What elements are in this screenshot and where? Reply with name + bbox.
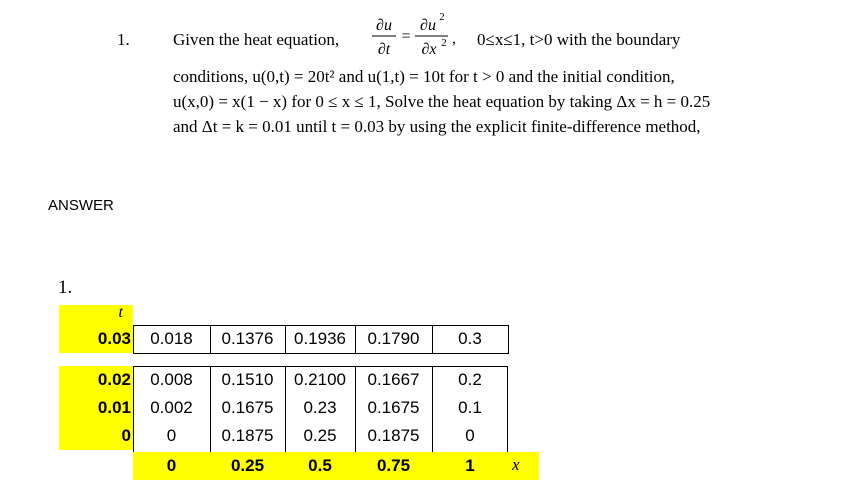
grid-line [432, 366, 433, 452]
table-cell: 0.1376 [221, 329, 274, 348]
t-value: 0 [121, 426, 131, 445]
grid-line [133, 325, 134, 354]
table-cell: 0.25 [303, 426, 337, 445]
table-cell: 0.3 [458, 329, 482, 348]
table-cell: 0.1510 [221, 370, 274, 389]
grid-line [210, 325, 211, 354]
problem-line-2: conditions, u(0,t) = 20t² and u(1,t) = 10t for t > 0 and the initial condition, [173, 67, 675, 86]
table-cell: 0.2100 [294, 370, 346, 389]
t-value: 0.03 [97, 329, 131, 348]
pde-du2-sup: 2 [439, 11, 445, 23]
x-value: 0.75 [376, 456, 411, 475]
pde-du2: ∂u [420, 17, 436, 34]
heat-equation-formula [370, 8, 472, 62]
table-cell: 0.1790 [367, 329, 420, 348]
problem-line-1-suffix: 0≤x≤1, t>0 with the boundary [477, 30, 681, 49]
table-cell: 0 [465, 426, 475, 445]
problem-line-4: and Δt = k = 0.01 until t = 0.03 by using the explicit finite-difference method, [173, 117, 701, 136]
grid-line [508, 325, 509, 354]
x-axis-label: x [512, 455, 520, 474]
grid-line [133, 366, 134, 452]
grid-line [355, 366, 356, 452]
table-cell: 0.1936 [294, 329, 346, 348]
table-cell: 0.2 [458, 370, 482, 389]
table-cell: 0.1667 [367, 370, 420, 389]
grid-line [285, 366, 286, 452]
table-cell: 0.1675 [221, 398, 274, 417]
grid-line [285, 325, 286, 354]
table-cell: 0.1875 [367, 426, 420, 445]
answer-heading: ANSWER [48, 197, 114, 214]
x-value: 1 [465, 456, 475, 475]
problem-line-1-prefix: Given the heat equation, [173, 30, 340, 49]
table-cell: 0.002 [150, 398, 193, 417]
problem-line-3: u(x,0) = x(1 − x) for 0 ≤ x ≤ 1, Solve the heat equation by taking Δx = h = 0.25 [173, 92, 711, 111]
grid-line [355, 325, 356, 354]
pde-dt: ∂t [377, 41, 391, 58]
x-value: 0.5 [308, 456, 332, 475]
x-value: 0 [166, 456, 177, 475]
table-cell: 0.018 [150, 329, 193, 348]
grid-line [133, 325, 509, 326]
pde-comma: , [452, 30, 456, 47]
table-cell: 0.008 [150, 370, 193, 389]
t-value: 0.02 [97, 370, 131, 389]
table-cell: 0.1675 [367, 398, 420, 417]
pde-du: ∂u [376, 17, 392, 34]
pde-dx2: ∂x [421, 41, 437, 58]
x-value: 0.25 [230, 456, 265, 475]
grid-line [432, 325, 433, 354]
answer-number: 1. [58, 277, 73, 298]
grid-line [133, 353, 509, 354]
grid-line [507, 366, 508, 452]
table-cell: 0.23 [303, 398, 337, 417]
grid-line [210, 366, 211, 452]
table-cell: 0 [166, 426, 177, 445]
t-axis-label: t [118, 304, 123, 321]
grid-line [133, 366, 508, 367]
table-cell: 0.1875 [221, 426, 274, 445]
question-number: 1. [117, 30, 130, 49]
t-value: 0.01 [97, 398, 131, 417]
pde-equals: = [401, 28, 411, 45]
pde-dx2-sup: 2 [441, 37, 447, 49]
table-cell: 0.1 [458, 398, 482, 417]
